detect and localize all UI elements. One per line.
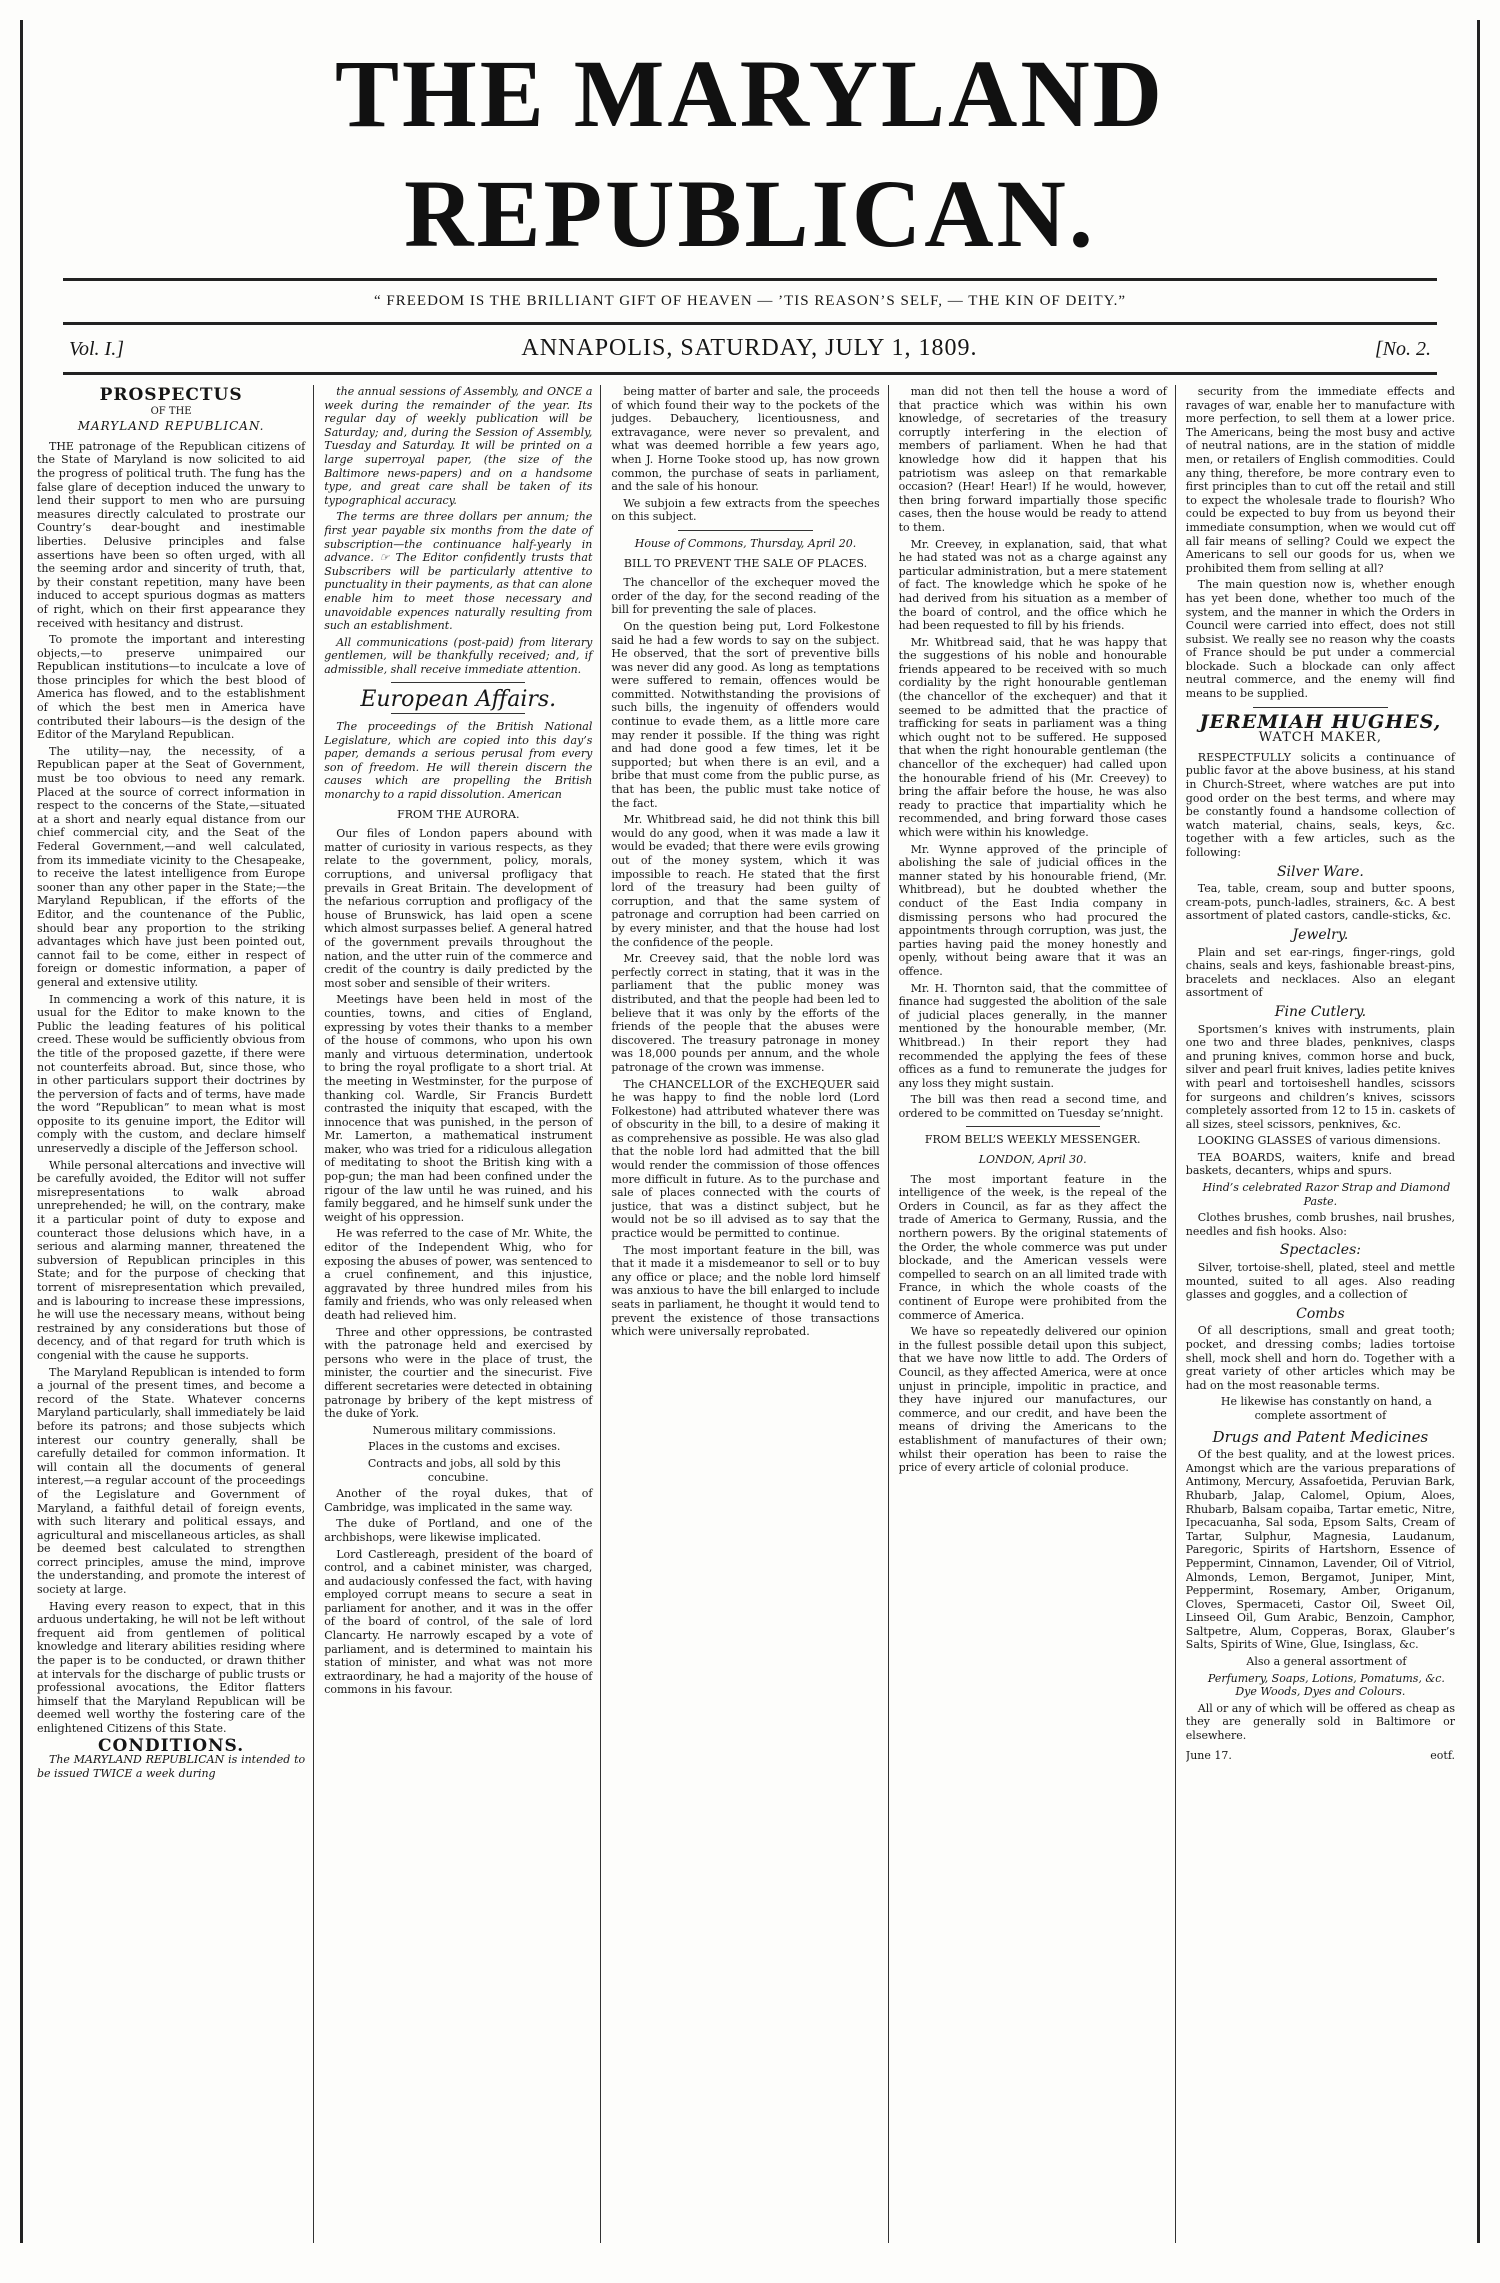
- ad-date: June 17.: [1185, 1748, 1232, 1762]
- column-1: [37, 385, 314, 2243]
- drugs-heading: Drugs and Patent Medicines: [1212, 1427, 1429, 1446]
- european-intro: The proceedings of the British National Legislature, which are copied into this day’s paper, demands a serious perusal from every son of freedom. He will therein discern the causes which are propelling the British monarchy to a rapid dissolution. American: [324, 720, 593, 802]
- conditions-text: The MARYLAND REPUBLICAN is intended to be issued TWICE a week during: [37, 1753, 306, 1780]
- article-paragraph: The chancellor of the exchequer moved the order of the day, for the second reading of the bill for preventing the sale of places.: [611, 576, 880, 617]
- silver-ware-heading: Silver Ware.: [1276, 863, 1364, 880]
- article-paragraph: Mr. Creevey said, that the noble lord was perfectly correct in stating, that it was in the parliament that the public money was distributed, and that the people had been led to believe that it was only by the efforts of the friends of the people that the abuses were discovered. The treasury patronage in money was 18,000 pounds per annum, and the whole patronage of the crown was immense.: [611, 952, 880, 1074]
- article-paragraph: We subjoin a few extracts from the speeches on this subject.: [611, 496, 880, 524]
- also-line: Also a general assortment of: [1246, 1655, 1407, 1669]
- article-paragraph: Three and other oppressions, be contrasted with the patronage held and exercised by persons who were in the place of trust, the minister, the courtier and the sinecurist. Five different secretaries were detected in obtaining patronage by bribery of the kept mistress of the duke of York.: [324, 1325, 593, 1421]
- ad-text: Of all descriptions, small and great tooth; pocket, and dressing combs; ladies tortoise shell, mock shell and horn do. Together with a great variety of other articles which may be had on the most reasonable terms.: [1185, 1324, 1455, 1392]
- prospectus-paragraph: THE patronage of the Republican citizens of the State of Maryland is now solicited to aid the progress of political truth. The fung has the false glare of deception induced the unwary to lend their support to men who are pursuing measures directly calculated to prostrate our Country’s dear-bought and inestimable liberties. Delusive principles and false assertions have been so often urged, with all the seeming ardor and sincerity of truth, that, by their constant repetition, many have been induced to accept spurious dogmas as matters of right, which on their first appearance they received with hesitancy and distrust.: [37, 439, 306, 630]
- article-paragraph: security from the immediate effects and ravages of war, enable her to manufacture with more perfection, to sell them at a lower price. The Americans, being the most busy and active of neutral nations, are in the station of middle men, or retailers of English commodities. Could any thing, therefore, be more contrary even to first principles than to cut off the retail and still to expect the wholesale trade to flourish? Who could be expected to buy from us beyond their immediate consumption, when we would cut off all fair means of selling? Could we expect the Americans to sell our goods for us, when we prohibited them from selling at all?: [1185, 385, 1455, 575]
- likewise-line: He likewise has constantly on hand, a complete assortment of: [1220, 1395, 1432, 1422]
- masthead-rule-middle: [63, 322, 1437, 325]
- closing-line: All or any of which will be offered as cheap as they are generally sold in Baltimore or elsewhere.: [1185, 1701, 1455, 1743]
- article-paragraph: being matter of barter and sale, the proceeds of which found their way to the pockets of the judges. Debauchery, licentiousness, and extravagance, were never so prevalent, and what was deemed horrible a few years ago, when J. Horne Tooke stood up, has now grown common, the purchase of seats in parliament, and the sale of his honour.: [611, 385, 880, 494]
- article-paragraph: On the question being put, Lord Folkestone said he had a few words to say on the subject. He observed, that the sort of preventive bills was never did any good. As long as temptations were suffered to remain, offences would be committed. Notwithstanding the provisions of such bills, the ingenuity of offenders would continue to evade them, as a little more care may render it possible. If the thing was right and had done good a few times, let it be supported; but when there is an evil, and a bribe that must come from the public purse, as that has been, the public must take notice of the fact.: [611, 619, 880, 810]
- prospectus-paragraph: While personal altercations and invective will be carefully avoided, the Editor will not suffer misrepresentations to walk abroad unreprehended; he will, on the contrary, make it a particular point of duty to expose and counteract those delusions which have, in a serious and alarming manner, threatened the subversion of Republican principles in this State; and for the purpose of checking that torrent of misrepresentation which prevailed, and is labouring to increase these impressions, he will use the necessary means, without being restrained by any considerations but those of decency, and of that regard for truth which is congenial with the cause he supports.: [37, 1158, 306, 1362]
- ad-text: TEA BOARDS, waiters, knife and bread baskets, decanters, whips and spurs.: [1185, 1150, 1455, 1178]
- article-paragraph: The most important feature in the bill, was that it made it a misdemeanor to sell or to buy any office or place; and the noble lord himself was anxious to have the bill enlarged to include seats in parliament, he thought it would tend to prevent the existence of those transactions which were universally reprobated.: [611, 1243, 880, 1339]
- prospectus-paragraph: The utility—nay, the necessity, of a Republican paper at the Seat of Government, must be too obvious to need any remark. Placed at the source of correct information in respect to the concerns of the State,—situated at a short and nearly equal distance from our chief commercial city, and the Seat of the Federal Government,—and well calculated, from its immediate vicinity to the Chesapeake, to receive the latest intelligence from Europe sooner than any other paper in the State;—the Maryland Republican, if the efforts of the Editor, and the countenance of the Public, should bear any proportion to the striking advantages which have just been pointed out, cannot fail to be come, either in respect of foreign or domestic information, a paper of general and extensive utility.: [37, 744, 306, 989]
- advertiser-name: JEREMIAH HUGHES,: [1199, 710, 1442, 733]
- article-paragraph: Mr. Creevey, in explanation, said, that what he had stated was not as a charge against any particular administration, but a mere statement of fact. The knowledge which he spoke of he had derived from his situation as a member of the board of control, and the office which he had been requested to fill by his friends.: [898, 537, 1167, 633]
- article-paragraph: The bill was then read a second time, and ordered to be committed on Tuesday se’nnight.: [898, 1093, 1167, 1120]
- masthead-rule-bottom: [63, 372, 1437, 375]
- bells-messenger-heading: FROM BELL’S WEEKLY MESSENGER.: [924, 1133, 1141, 1147]
- article-paragraph: man did not then tell the house a word of that practice which was within his own knowledge, of secretaries of the treasury corruptly interfering in the election of members of parliament. When he had that knowledge how did it happen that his patriotism was asleep on that remarkable occasion? (Hear! Hear!) If he would, however, then bring forward impartially those specific cases, then the house would be ready to attend to them.: [898, 385, 1167, 534]
- combs-heading: Combs: [1296, 1305, 1345, 1322]
- perfumery-line: Perfumery, Soaps, Lotions, Pomatums, &c. Dye Woods, Dyes and Colours.: [1207, 1671, 1445, 1699]
- article-paragraph: Lord Castlereagh, president of the board of control, and a cabinet minister, was charged, and audaciously confessed the fact, with having employed corrupt means to secure a seat in parliament for another, and it was in the offer of the board of control, of the sale of lord Clancarty. He narrowly escaped by a vote of parliament, and is determined to maintain his station of minister, and what was not more extraordinary, he had a majority of the house of commons in his favour.: [324, 1547, 593, 1697]
- ad-intro: RESPECTFULLY solicits a continuance of public favor at the above business, at his stand in Church-Street, where watches are put into good order on the best terms, and where may be constantly found a handsome collection of watch material, chains, seals, keys, &c. together with a few articles, such as the following:: [1185, 750, 1455, 859]
- newspaper-page: [20, 20, 1480, 2243]
- ad-footer: [1186, 1749, 1455, 1763]
- motto: “ FREEDOM IS THE BRILLIANT GIFT OF HEAVEN — ’TIS REASON’S SELF, — THE KIN OF DEITY.”: [374, 293, 1126, 309]
- article-paragraph: The most important feature in the intelligence of the week, is the repeal of the Orders in Council, as far as they affect the trade of America to Germany, Russia, and the northern powers. By the original statements of the Order, the whole commerce was put under blockade, and the American vessels were compelled to search on an all limited trade with France, in which the whole coasts of the continent of Europe were prohibited from the commerce of America.: [898, 1172, 1167, 1322]
- column-4: [899, 385, 1176, 2243]
- section-divider: [391, 682, 525, 683]
- article-paragraph: We have so repeatedly delivered our opinion in the fullest possible detail upon this subject, that we have now little to add. The Orders of Council, as they affected America, were at once unjust in principle, impolitic in practice, and they have injured our manufactures, our commerce, and our credit, and have been the means of driving the Americans to the establishment of manufactures of their own; whilst their operation has been to raise the price of every article of colonial produce.: [898, 1325, 1167, 1475]
- spectacles-heading: Spectacles:: [1279, 1242, 1361, 1259]
- advertiser-trade: WATCH MAKER,: [1258, 730, 1383, 746]
- prospectus-paragraph: To promote the important and interesting objects,—to preserve unimpaired our Republican institutions—to inculcate a love of those principles for which the best blood of America has flowed, and to the establishment of which the best men in America have contributed their labours—is the design of the Editor of the Maryland Republican.: [37, 633, 306, 742]
- masthead-rule-top: [63, 278, 1437, 281]
- dateline-bar: [23, 329, 1477, 368]
- communications-paragraph: All communications (post-paid) from literary gentlemen, will be thankfully received; and, if admissible, shall receive immediate attention.: [324, 635, 593, 676]
- prospectus-paper-name: MARYLAND REPUBLICAN.: [77, 419, 265, 434]
- article-paragraph: Meetings have been held in most of the counties, towns, and cities of England, expressing by votes their thanks to a member of the house of commons, who upon his own manly and virtuous determination, undertook to bring the royal profligate to a short trial. At the meeting in Westminster, for the purpose of thanking col. Wardle, Sir Francis Burdett contrasted the iniquity that escaped, with the innocence that was punished, in the person of Mr. Lamerton, a mathematical instrument maker, who was tried for a ridiculous allegation of meditating to shoot the British king with a pop-gun; the man had been confined under the rigour of the law until he was ruined, and his family beggared, and he himself sunk under the weight of his oppression.: [324, 993, 593, 1224]
- european-affairs-heading: European Affairs.: [360, 687, 557, 713]
- volume-label: Vol. I.]: [69, 338, 124, 360]
- article-paragraph: Mr. Whitbread said, that he was happy that the suggestions of his noble and honourable friends appeared to be received with so much cordiality by the right honourable gentleman (the chancellor of the exchequer) and that it seemed to be admitted that the practice of trafficking for seats in parliament was a thing which ought not to be suffered. He supposed that when the right honourable gentleman (the chancellor of the exchequer) had called upon the honourable friend of his (Mr. Creevey) to bring the affair before the house, he was also ready to practice that impartiality which he recommended, and bring forward those cases which were within his knowledge.: [898, 635, 1167, 839]
- from-aurora-heading: FROM THE AURORA.: [397, 807, 520, 821]
- list-line: Places in the customs and excises.: [368, 1440, 561, 1454]
- ad-text: Of the best quality, and at the lowest prices. Amongst which are the various preparations of Antimony, Mercury, Assafoetida, Peruvian Bark, Rhubarb, Jalap, Calomel, Opium, Aloes, Rhubarb, Balsam copaiba, Tartar emetic, Nitre, Ipecacuanha, Sal soda, Epsom Salts, Cream of Tartar, Sulphur, Magnesia, Laudanum, Paregoric, Spirits of Hartshorn, Essence of Peppermint, Cinnamon, Lavender, Oil of Vitriol, Almonds, Lemon, Bergamot, Juniper, Mint, Peppermint, Rosemary, Amber, Origanum, Cloves, Spermaceti, Castor Oil, Sweet Oil, Linseed Oil, Gum Arabic, Benzoin, Camphor, Saltpetre, Alum, Copperas, Borax, Glauber’s Salts, Spirits of Wine, Glue, Isinglass, &c.: [1185, 1448, 1455, 1652]
- ad-text: Tea, table, cream, soup and butter spoons, cream-pots, punch-ladles, strainers, &c. A best assortment of plated castors, candle-sticks, &c.: [1185, 882, 1455, 923]
- ad-text: Silver, tortoise-shell, plated, steel and mettle mounted, suited to all ages. Also reading glasses and goggles, and a collection of: [1185, 1261, 1455, 1302]
- list-line: Numerous military commissions.: [372, 1423, 557, 1437]
- article-paragraph: The main question now is, whether enough has yet been done, whether too much of the system, and the manner in which the Orders in Council were carried into effect, does not still subsist. We really see no reason why the coasts of France should be put under a commercial blockade. Such a blockade can only affect neutral commerce, and the enemy will find means to be supplied.: [1185, 578, 1455, 701]
- ad-text: Plain and set ear-rings, finger-rings, gold chains, seals and keys, fashionable breast-pins, bracelets and necklaces. Also an elegant assortment of: [1185, 945, 1455, 1000]
- section-divider: [966, 1126, 1100, 1127]
- article-paragraph: The duke of Portland, and one of the archbishops, were likewise implicated.: [324, 1517, 593, 1544]
- article-columns: [23, 379, 1477, 2243]
- conditions-heading: CONDITIONS.: [98, 1735, 245, 1756]
- prospectus-paragraph: The Maryland Republican is intended to form a journal of the present times, and become a record of the State. Whatever concerns Maryland particularly, shall immediately be laid before its patrons; and those subjects which interest our country generally, shall be carefully detailed for common information. It will contain all the documents of general interest,—a regular account of the proceedings of the Legislature and Government of Maryland, a faithful detail of foreign events, with such literary and political essays, and agricultural and miscellaneous articles, as shall be deemed best calculated to strengthen correct principles, amuse the mind, improve the understanding, and promote the interest of society at large.: [37, 1365, 306, 1597]
- article-paragraph: Our files of London papers abound with matter of curiosity in various respects, as they relate to the government, policy, morals, corruptions, and universal profligacy that prevails in Great Britain. The development of the nefarious corruption and profligacy of the house of Brunswick, has laid open a scene which almost surpasses belief. A general hatred of the government prevails throughout the nation, and the utter ruin of the commerce and credit of the country is daily predicted by the most sober and sensible of their writers.: [324, 827, 593, 990]
- jewelry-heading: Jewelry.: [1292, 926, 1349, 943]
- section-divider: [1253, 707, 1388, 708]
- article-paragraph: Another of the royal dukes, that of Cambridge, was implicated in the same way.: [324, 1487, 593, 1514]
- prospectus-heading: PROSPECTUS: [99, 385, 243, 405]
- ad-text: LOOKING GLASSES of various dimensions.: [1197, 1134, 1441, 1148]
- ad-text: Clothes brushes, comb brushes, nail brushes, needles and fish hooks. Also:: [1185, 1211, 1455, 1238]
- masthead: [23, 20, 1477, 375]
- ad-text: Sportsmen’s knives with instruments, plain one two and three blades, penknives, clasps and pruning knives, common horse and buck, silver and pearl fruit knives, ladies petite knives with pearl and tortoiseshell handles, scissors for surgeons and children’s knives, scissors completely assorted from 12 to 15 in. caskets of all sizes, steel scissors, penknives, &c.: [1185, 1022, 1455, 1131]
- bill-heading: BILL TO PREVENT THE SALE OF PLACES.: [623, 556, 868, 570]
- issue-date: ANNAPOLIS, SATURDAY, JULY 1, 1809.: [521, 335, 978, 361]
- newspaper-title: THE MARYLAND REPUBLICAN.: [335, 40, 1165, 267]
- column-2: [324, 385, 601, 2243]
- prospectus-paragraph: In commencing a work of this nature, it is usual for the Editor to make known to the Public the leading features of his political creed. These would be sufficiently obvious from the title of the proposed gazette, if there were not counterfeits abroad. But, since those, who in other particulars support their doctrines by the perversion of facts and of terms, have made the word “Republican” to mean what is most opposite to its genuine import, the Editor will comply with the custom, and declare himself unreservedly a disciple of the Jefferson school.: [37, 992, 306, 1156]
- prospectus-of-the: OF THE: [150, 405, 192, 417]
- house-of-commons-heading: House of Commons, Thursday, April 20.: [634, 536, 857, 550]
- article-paragraph: Mr. Wynne approved of the principle of abolishing the sale of judicial offices in the manner stated by his honourable friend, (Mr. Whitbread), but he doubted whether the conduct of the East India company in dismissing persons who had procured the appointments through corruption, was just, the parties having paid the money honestly and openly, without being aware that it was an offence.: [898, 842, 1167, 978]
- article-paragraph: Mr. Whitbread said, he did not think this bill would do any good, when it was made a law it would be evaded; that there were evils growing out of the money system, which it was impossible to reach. He stated that the first lord of the treasury had been guilty of corruption, and that the same system of patronage and corruption had been carried on by every minister, and that the house had lost the confidence of the people.: [611, 813, 880, 949]
- column-3: [611, 385, 888, 2243]
- section-divider: [391, 713, 525, 714]
- article-paragraph: He was referred to the case of Mr. White, the editor of the Independent Whig, who for exposing the abuses of power, was sentenced to a cruel confinement, and this injustice, aggravated by three hundred miles from his family and friends, who was only released when death had relieved him.: [324, 1227, 593, 1322]
- article-paragraph: The CHANCELLOR of the EXCHEQUER said he was happy to find the noble lord (Lord Folkestone) had attributed whatever there was of obscurity in the bill, to a desire of making it as comprehensive as possible. He was also glad that the noble lord had admitted that the bill would render the commission of those offences more difficult in future. As to the purchase and sale of places connected with the courts of justice, that was a distinct subject, but he would not be so ill advised as to say that the practice would be permitted to continue.: [611, 1077, 880, 1241]
- ad-ref: eotf.: [1430, 1748, 1455, 1762]
- terms-paragraph: The terms are three dollars per annum; the first year payable six months from the date of subscription—the continuance half-yearly in advance. ☞ The Editor confidently trusts that Subscribers will be particularly attentive to punctuality in their payments, as that can alone enable him to meet those necessary and unavoidable expences naturally resulting from such an establishment.: [324, 510, 593, 633]
- fine-cutlery-heading: Fine Cutlery.: [1274, 1003, 1367, 1020]
- bells-dateline: LONDON, April 30.: [978, 1153, 1087, 1167]
- article-paragraph: Mr. H. Thornton said, that the committee of finance had suggested the abolition of the sale of judicial places generally, in the manner mentioned by the honourable member, (Mr. Whitbread.) In their report they had recommended the applying the fees of these offices as a fund to remunerate the judges for any loss they might sustain.: [898, 981, 1167, 1090]
- prospectus-paragraph: Having every reason to expect, that in this arduous undertaking, he will not be left without frequent aid from gentlemen of political knowledge and literary abilities residing where the paper is to be conducted, or drawn thither at intervals for the discharge of public trusts or professional avocations, the Editor flatters himself that the Maryland Republican will be deemed well worthy the fostering care of the enlightened Citizens of this State.: [37, 1599, 306, 1735]
- list-line: Contracts and jobs, all sold by this concubine.: [367, 1456, 561, 1484]
- column-5: [1186, 385, 1463, 2243]
- section-divider: [678, 530, 812, 531]
- issue-number: [No. 2.: [1374, 338, 1431, 360]
- razor-strap-heading: Hind’s celebrated Razor Strap and Diamond Paste.: [1202, 1181, 1451, 1208]
- conditions-continued: the annual sessions of Assembly, and ONCE a week during the remainder of the year. Its regular day of weekly publication will be Saturday; and, during the Session of Assembly, Tuesday and Saturday. It will be printed on a large superroyal paper, (the size of the Baltimore news-papers) and on a handsome type, and great care shall be taken of its typographical accuracy.: [324, 385, 593, 507]
